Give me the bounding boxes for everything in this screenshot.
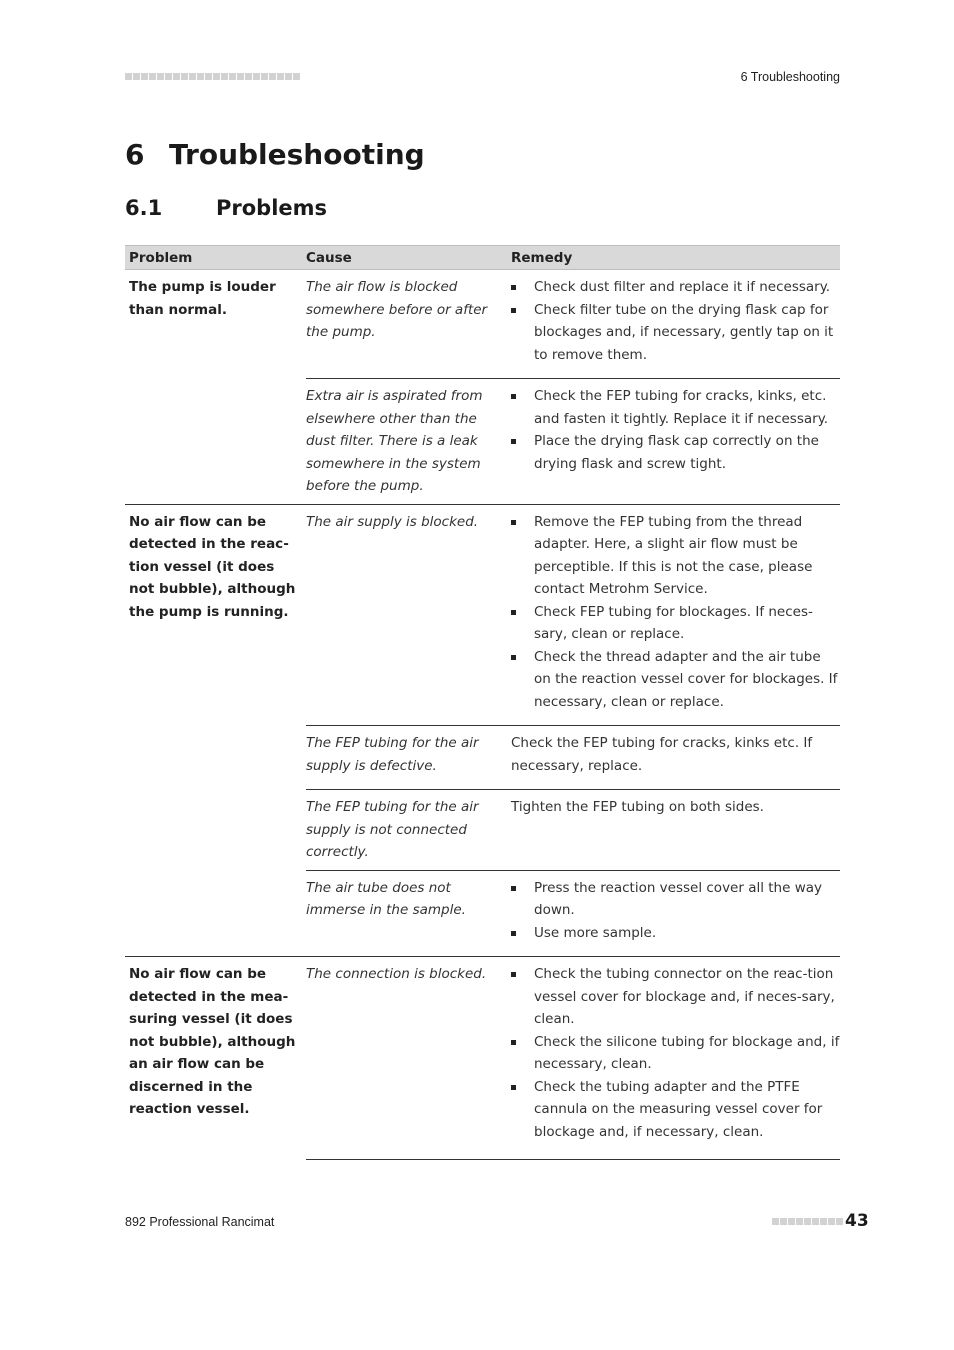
cause-cell: Extra air is aspirated from elsewhere other than the dust filter. There is a leak somewhere in the system before the pump. [306,388,483,494]
cause-cell: The air flow is blocked somewhere before or after the pump. [306,279,488,340]
cause-cell: The FEP tubing for the air supply is not connected correctly. [306,799,479,860]
page-number: 43 [845,1211,869,1231]
list-item: Check dust filter and replace it if necessary. [511,276,840,299]
remedy-cell: Tighten the FEP tubing on both sides. [511,799,764,815]
list-item: Check the silicone tubing for blockage and, if necessary, clean. [511,1031,840,1076]
table-row [306,270,840,379]
table-row [306,379,840,504]
section-number: 6.1 [125,196,163,220]
table-row [306,957,840,1160]
header-decoration-dots [125,73,300,80]
list-item: Place the drying flask cap correctly on the drying flask and screw tight. [511,430,840,475]
chapter-title [125,138,425,171]
list-item: Check the tubing connector on the reac-tion vessel cover for blockage and, if neces-sary, clean. [511,963,840,1031]
list-item: Check the FEP tubing for cracks, kinks, etc. and fasten it tightly. Replace it if necessary. [511,385,840,430]
header-remedy: Remedy [511,249,573,266]
chapter-title-text: Troubleshooting [169,138,425,171]
table-row-group [125,505,840,958]
table-row-group [125,957,840,1160]
problem-cell: The pump is louder than normal. [129,279,276,318]
list-item: Press the reaction vessel cover all the way down. [511,877,840,922]
problem-cell: No air flow can be detected in the reac-tion vessel (it does not bubble), although the pump is running. [129,513,296,620]
remedy-cell [511,957,840,1159]
troubleshooting-table [125,245,840,1160]
table-row-group [125,270,840,505]
table-row [306,871,840,957]
list-item: Remove the FEP tubing from the thread adapter. Here, a slight air flow must be perceptible. If this is not the case, please contact Metrohm Service. [511,511,840,601]
header-problem: Problem [129,249,193,266]
cause-cell: The air supply is blocked. [306,513,479,530]
section-title [125,196,327,220]
table-row [306,790,840,871]
remedy-cell [511,871,840,957]
table-header-row [125,245,840,270]
cause-cell: The FEP tubing for the air supply is defective. [306,735,479,774]
cause-cell: The connection is blocked. [306,966,487,982]
list-item: Check the tubing adapter and the PTFE cannula on the measuring vessel cover for blockage and, if necessary, clean. [511,1076,840,1144]
header-cause: Cause [306,249,352,266]
list-item: Use more sample. [511,922,840,945]
cause-cell: The air tube does not immerse in the sample. [306,879,466,918]
section-title-text: Problems [216,196,328,220]
list-item: Check filter tube on the drying flask cap for blockages and, if necessary, gently tap on it to remove them. [511,299,840,367]
footer-product-name: 892 Professional Rancimat [125,1215,275,1229]
table-row [306,505,840,727]
remedy-cell [511,270,840,378]
running-header: 6 Troubleshooting [740,70,840,84]
footer-decoration-dots [772,1218,843,1225]
table-row [306,726,840,790]
remedy-cell [511,505,840,726]
list-item: Check the thread adapter and the air tube on the reaction vessel cover for blockages. If necessary, clean or replace. [511,646,840,714]
problem-cell: No air flow can be detected in the mea-suring vessel (it does not bubble), although an air flow can be discerned in the reaction vessel. [129,966,296,1117]
list-item: Check FEP tubing for blockages. If neces-sary, clean or replace. [511,601,840,646]
remedy-cell [511,379,840,504]
chapter-number: 6 [125,138,145,171]
remedy-cell: Check the FEP tubing for cracks, kinks etc. If necessary, replace. [511,735,813,774]
